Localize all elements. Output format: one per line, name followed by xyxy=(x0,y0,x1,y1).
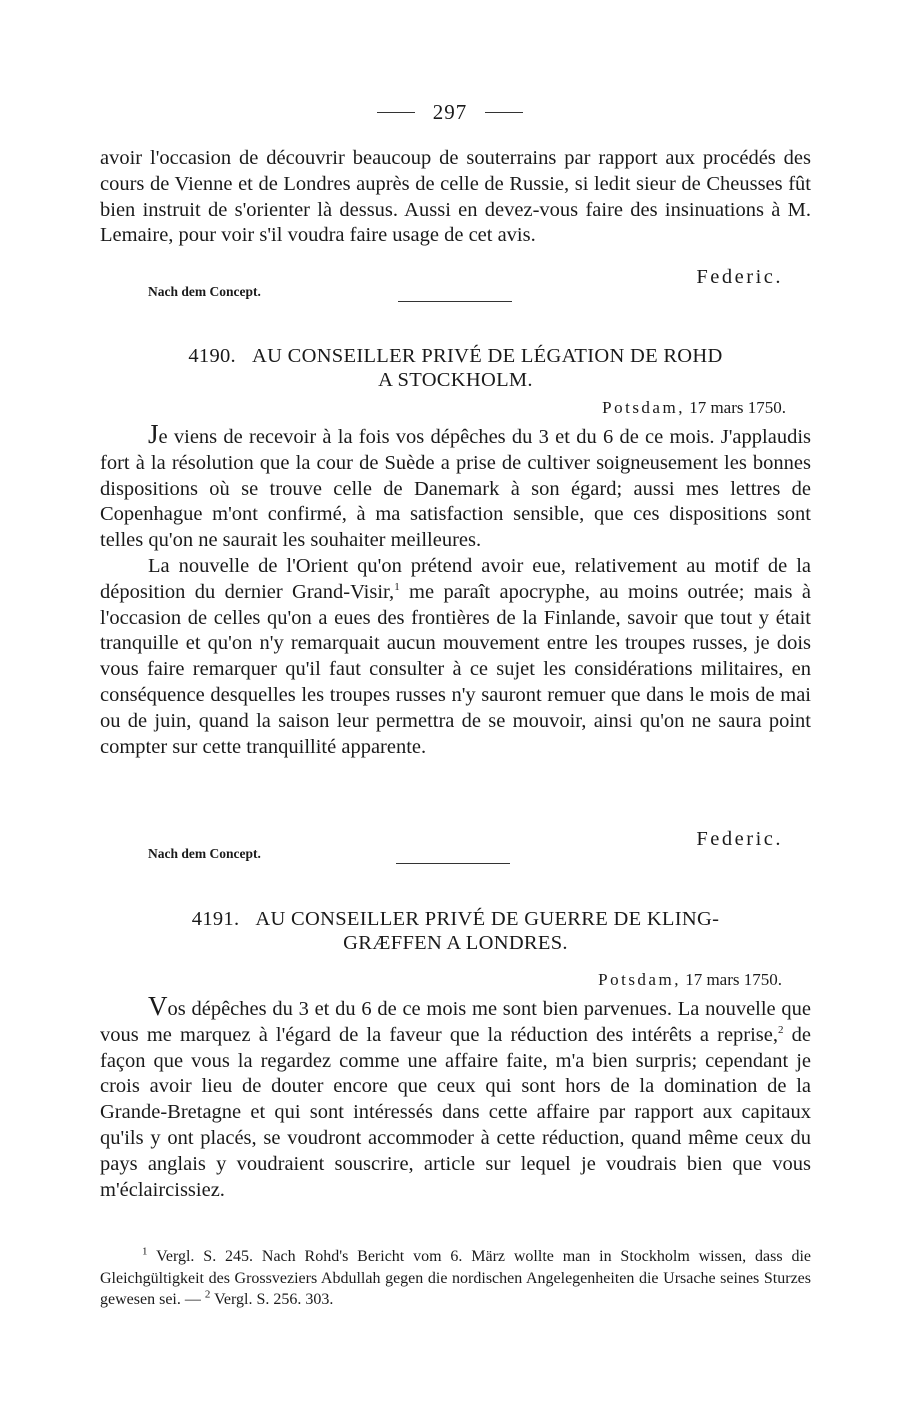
letter-4190-paragraph-2-text-a: La nouvelle de l'Orient qu'on prétend avoir eue, relativement au motif de la déposition du dernier Grand-Visir, xyxy=(100,554,811,603)
letter-4191-heading xyxy=(100,907,811,955)
header-rule-left xyxy=(377,112,415,113)
letter-4190-signature: Federic. xyxy=(696,828,783,850)
letter-4191-place: Potsdam, xyxy=(598,970,681,989)
letter-4191-paragraph-1 xyxy=(100,991,811,1203)
letter-4191-dateline xyxy=(598,970,782,990)
separator-rule xyxy=(396,863,510,864)
letter-4191-paragraph-1-text-a: os dépêches du 3 et du 6 de ce mois me sont bien parvenues. La nouvelle que vous me marquez à l'égard de la faveur que la réduction des intérêts a reprise, xyxy=(100,998,811,1046)
letter-4190-source-note: Nach dem Concept. xyxy=(148,846,261,861)
letter-4190-body xyxy=(100,419,811,760)
footnote-ref-1: 1 xyxy=(394,580,400,593)
letter-4190-heading xyxy=(100,344,811,392)
letter-4191-heading-line1 xyxy=(100,907,811,931)
letter-4190-paragraph-1-text: e viens de recevoir à la fois vos dépêches du 3 et du 6 de ce mois. J'applaudis fort à la résolution que la cour de Suède a prise de cultiver soigneusement les bonnes dispositions où se trouve celle de Danemark à son égard; aussi mes lettres de Copenhague m'ont confirmé, à ma satisfaction sensible, que ces dispositions sont telles qu'on ne saurait les souhaiter meilleures. xyxy=(100,426,811,552)
footnote-ref-2: 2 xyxy=(778,1023,784,1036)
letter-4191-initial: V xyxy=(148,991,168,1021)
letter-4190-number: 4190. xyxy=(188,345,236,367)
footnote-mark-1: 1 xyxy=(142,1245,148,1258)
footnote-text xyxy=(100,1246,811,1311)
letter-4191-paragraph-1-text-b: de façon que vous la regardez comme une affaire faite, m'a bien surpris; cependant je crois avoir lieu de douter encore que ceux qui sont hors de la domination de la Grande-Bretagne et qui sont intéressés dans cette affaire par rapport aux capitaux qu'ils y ont placés, se voudront accommoder à cette réduction, quand même ceux du pays anglais y voudraient souscrire, article sur lequel je voudrais bien que vous m'éclaircissiez. xyxy=(100,1023,811,1201)
letter-4189-source-note: Nach dem Concept. xyxy=(148,284,261,299)
letter-4191-body xyxy=(100,991,811,1203)
page-header xyxy=(0,100,900,125)
letter-4191-recipient: AU CONSEILLER PRIVÉ DE GUERRE DE KLING- xyxy=(255,908,720,930)
letter-4191-date: 17 mars 1750. xyxy=(685,970,782,989)
page-number: 297 xyxy=(432,100,468,124)
letter-4189-signature-row xyxy=(100,266,811,306)
letter-4190-dateline xyxy=(602,398,786,418)
letter-4190-initial: J xyxy=(148,419,159,449)
letter-4190-paragraph-1 xyxy=(100,419,811,554)
letter-4190-signature-row xyxy=(100,828,811,868)
letter-4190-heading-line2: A STOCKHOLM. xyxy=(378,369,533,391)
letter-4191-heading-line2: GRÆFFEN A LONDRES. xyxy=(343,932,568,954)
letter-4190-date: 17 mars 1750. xyxy=(689,398,786,417)
letter-4190-heading-line1 xyxy=(100,344,811,368)
footnote-2-text: Vergl. S. 256. 303. xyxy=(210,1291,334,1308)
letter-4189-paragraph: avoir l'occasion de découvrir beaucoup de souterrains par rapport aux procédés des cours de Vienne et de Londres auprès de celle de Russie, si ledit sieur de Cheusses fût bien instruit de s'orienter là dessus. Aussi en devez-vous faire des insinuations à M. Lemaire, pour voir s'il voudra faire usage de cet avis. xyxy=(100,147,811,247)
separator-rule xyxy=(398,301,512,302)
letter-4190-recipient: AU CONSEILLER PRIVÉ DE LÉGATION DE ROHD xyxy=(251,345,723,367)
letter-4190-paragraph-2-text-b: me paraît apocryphe, au moins outrée; mais à l'occasion de celles qu'on a eues des frontières de la Finlande, savoir que tout y était tranquille et qu'on n'y remarquait aucun mouvement entre les troupes russes, je dois vous faire remarquer qu'il faut consulter à ce sujet les considérations militaires, en conséquence desquelles les troupes russes n'y sauront remuer que dans le mois de mai ou de juin, quand la saison leur permettra de se mouvoir, ainsi qu'on ne saura point compter sur cette tranquillité apparente. xyxy=(100,580,811,758)
letter-4190-place: Potsdam, xyxy=(602,398,685,417)
header-rule-right xyxy=(485,112,523,113)
letter-4190-paragraph-2 xyxy=(100,554,811,760)
footnotes xyxy=(100,1246,811,1311)
footnote-1-text: Vergl. S. 245. Nach Rohd's Bericht vom 6. März wollte man in Stockholm wissen, dass die Gleichgültigkeit des Grossveziers Abdullah gegen die nordischen Angelegenheiten die Ursache seines Sturzes gewesen sei. — xyxy=(100,1248,811,1308)
letter-4189-signature: Federic. xyxy=(696,266,783,288)
footnote-mark-2: 2 xyxy=(204,1288,211,1301)
letter-4189-ending xyxy=(100,146,811,249)
letter-4191-number: 4191. xyxy=(191,908,240,930)
